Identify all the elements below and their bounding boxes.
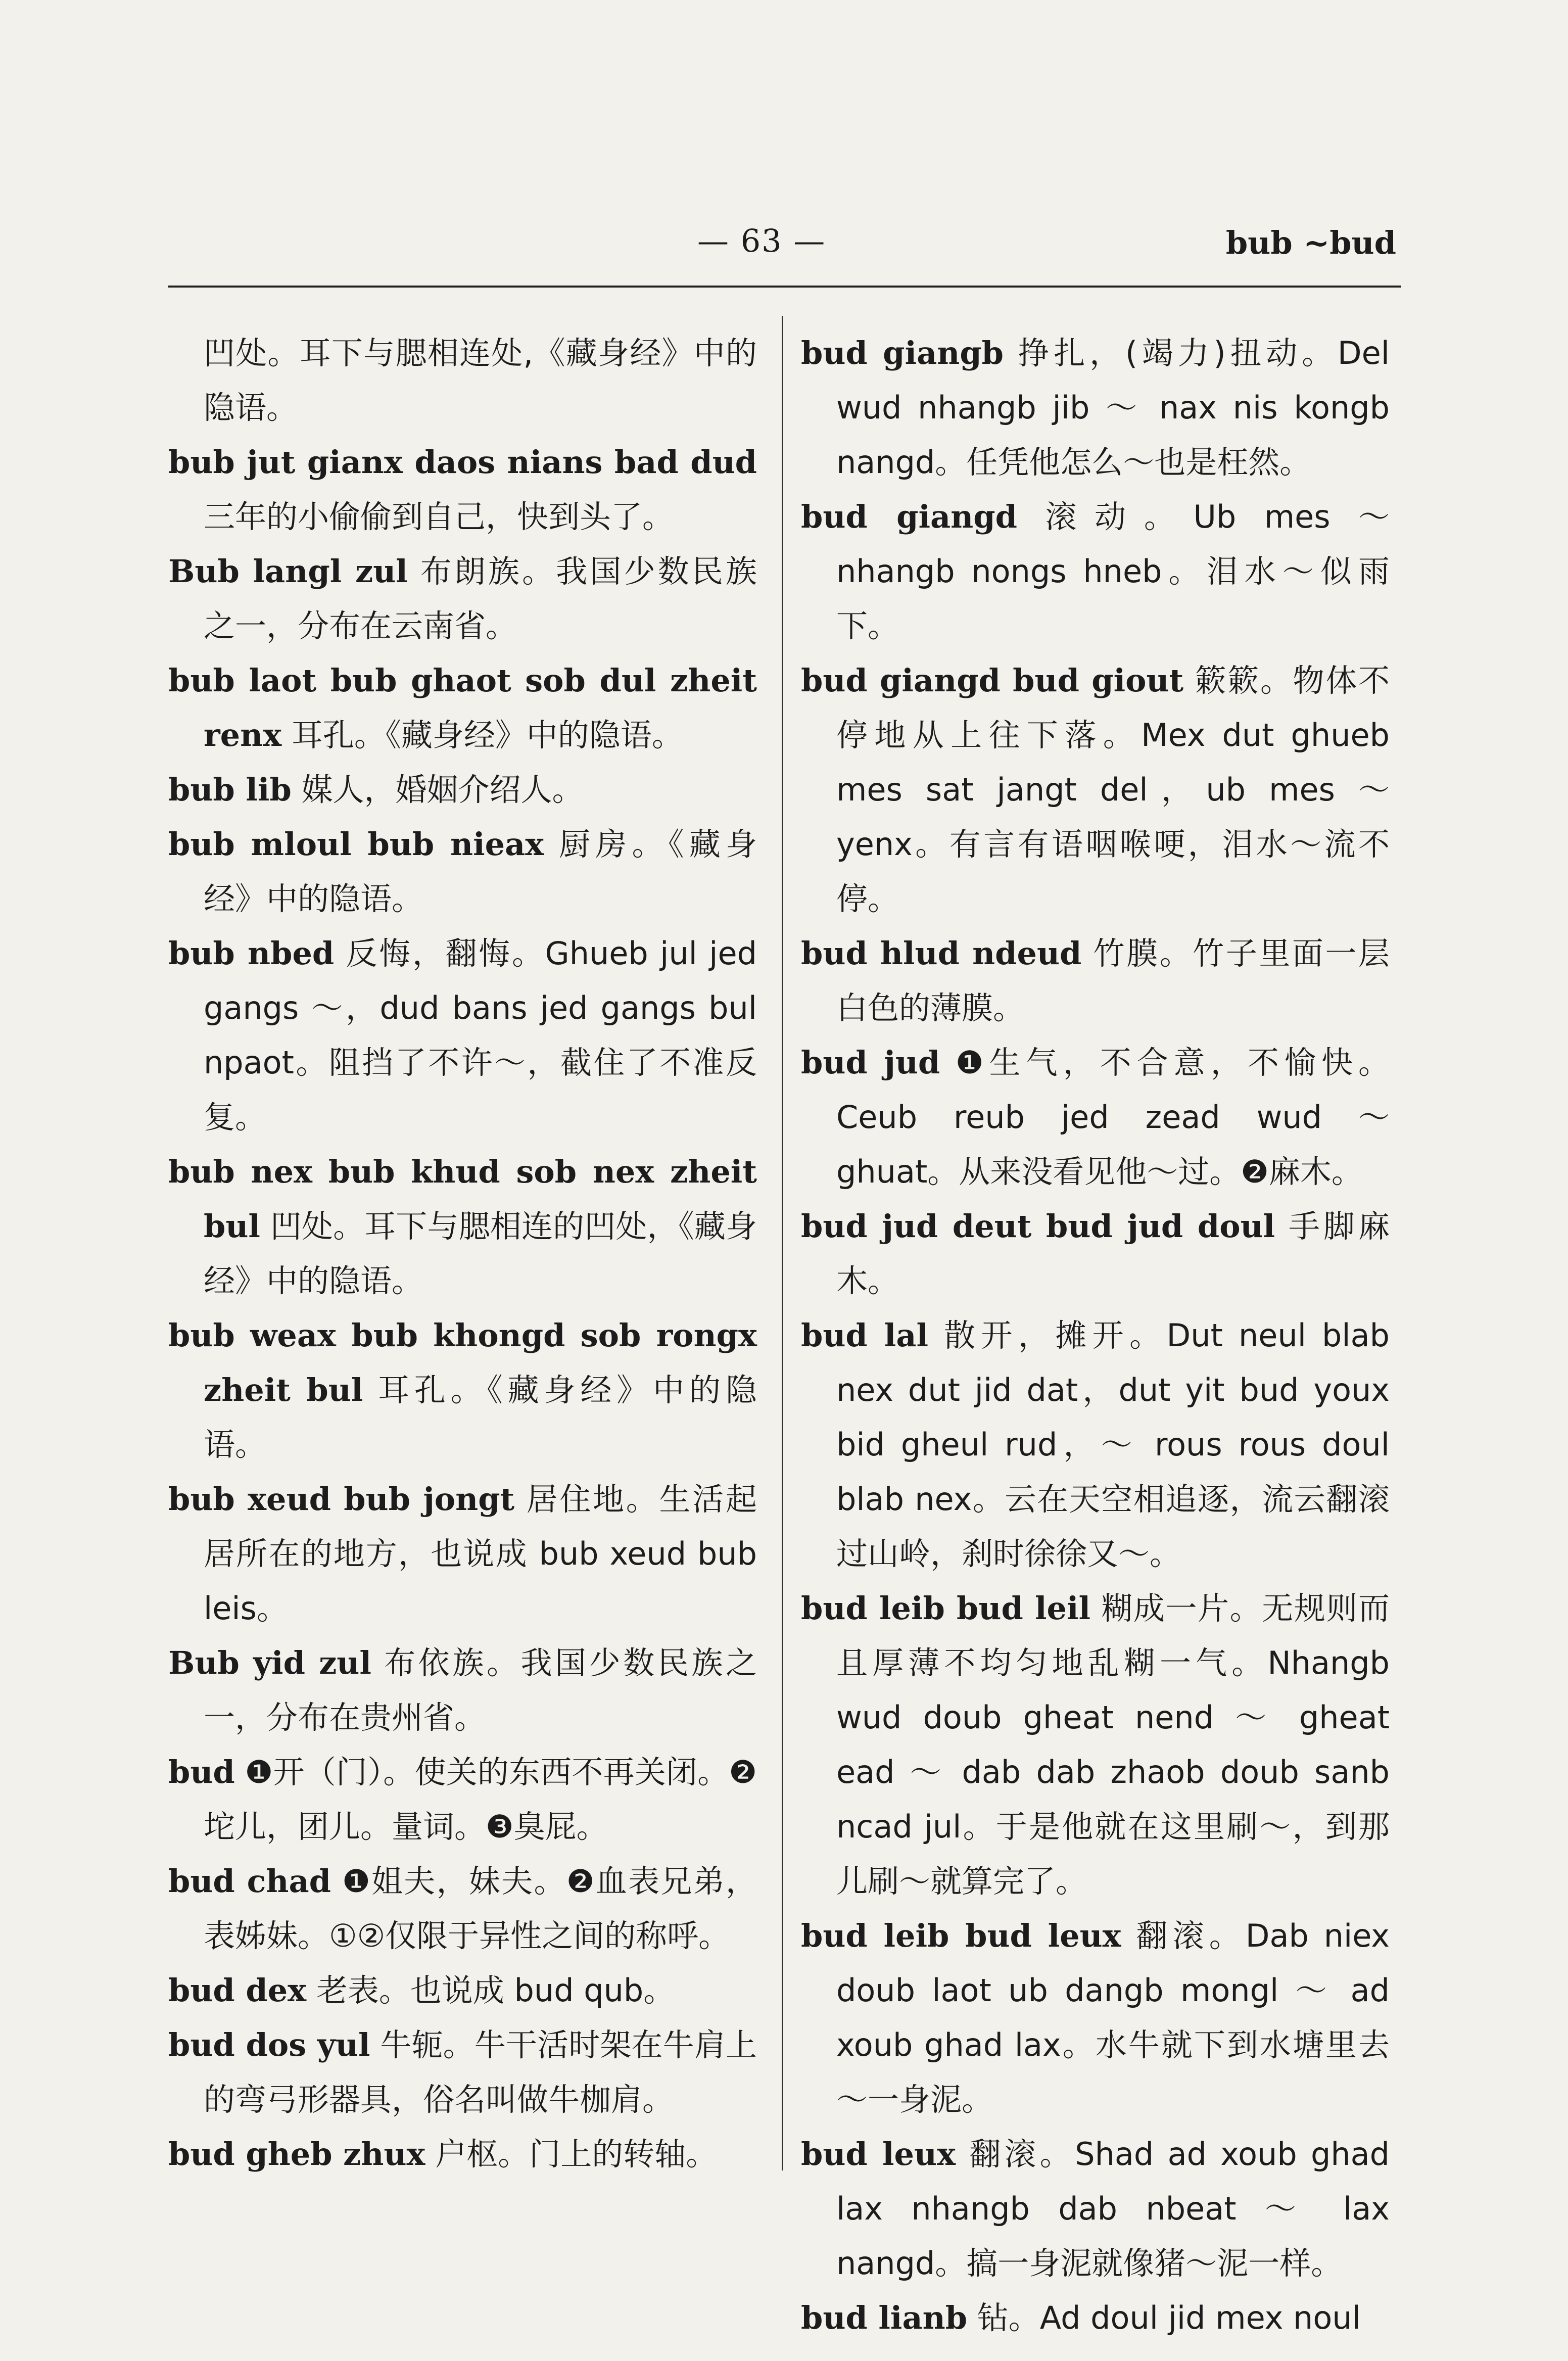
entry-definition: 翻滚。Dab niex doub laot ub dangb mongl ～ ad xoub ghad lax。水牛就下到水塘里去～一身泥。 [836, 1917, 1390, 2118]
entry-definition: 媒人，婚姻介绍人。 [291, 771, 584, 808]
header-rule [168, 286, 1401, 288]
entry-definition: 竹膜。竹子里面一层白色的薄膜。 [836, 935, 1390, 1026]
running-head: bub ~bud [1225, 224, 1396, 261]
dictionary-entry [168, 1308, 757, 1472]
entry-definition: 耳孔。《藏身经》中的隐语。 [281, 717, 683, 753]
dictionary-entry [168, 1636, 757, 1745]
page-number: — 63 — [697, 222, 826, 259]
entry-definition: 手脚麻木。 [836, 1208, 1390, 1299]
dictionary-entry [801, 1581, 1390, 1909]
entry-definition: 耳孔。《藏身经》中的隐语。 [204, 1372, 757, 1463]
entry-headword: bub nbed [168, 935, 335, 972]
dictionary-entry [801, 1308, 1390, 1581]
entry-definition: 簌簌。物体不停地从上往下落。Mex dut ghueb mes sat jangt del，ub mes ～ yenx。有言有语咽喉哽，泪水～流不停。 [836, 662, 1390, 917]
dictionary-entry [168, 926, 757, 1145]
entry-headword: bud lal [801, 1317, 929, 1354]
entry-headword: Bub langl zul [168, 553, 408, 590]
entry-headword: bud jud [801, 1044, 940, 1081]
entry-headword: bub laot bub ghaot sob dul zheit renx [168, 662, 757, 753]
entry-definition: 牛轭。牛干活时架在牛肩上的弯弓形器具，俗名叫做牛枷肩。 [204, 2026, 757, 2118]
entry-headword: bud jud deut bud jud doul [801, 1208, 1275, 1245]
entry-headword: bud dex [168, 1972, 307, 2009]
dictionary-entry [168, 1145, 757, 1308]
dictionary-entry [801, 1035, 1390, 1199]
dictionary-entry [801, 653, 1390, 926]
entry-definition: 反悔，翻悔。Ghueb jul jed gangs ～，dud bans jed gangs bul npaot。阻挡了不许～，截住了不准反复。 [204, 935, 757, 1136]
dictionary-entry [168, 653, 757, 763]
entry-definition: 滚动。Ub mes ～ nhangb nongs hneb。泪水～似雨下。 [836, 498, 1390, 644]
dictionary-entry [801, 1909, 1390, 2127]
dictionary-entry [168, 544, 757, 653]
dictionary-entry [168, 763, 757, 817]
dictionary-entry [801, 2127, 1390, 2291]
entry-headword: bub lib [168, 771, 292, 808]
entry-headword: bud chad [168, 1863, 331, 1900]
dictionary-entry [168, 1963, 757, 2018]
dictionary-entry [168, 817, 757, 926]
entry-headword: bud giangd [801, 498, 1017, 535]
entry-definition: 凹处。耳下与腮相连的凹处，《藏身经》中的隐语。 [204, 1208, 757, 1299]
entry-definition: ❶开（门）。使关的东西不再关闭。❷坨儿，团儿。量词。❸臭屁。 [204, 1754, 757, 1845]
dictionary-entry [801, 926, 1390, 1035]
entry-headword: bub xeud bub jongt [168, 1481, 515, 1518]
dictionary-entry [168, 1745, 757, 1854]
entry-definition: 凹处。耳下与腮相连处,《藏身经》中的隐语。 [204, 335, 757, 426]
dictionary-entry [801, 1199, 1390, 1308]
dictionary-entry [801, 2291, 1390, 2345]
entry-definition: 散开，摊开。Dut neul blab nex dut jid dat，dut yit bud youx bid gheul rud，～ rous rous doul blab nex。云在天空相追逐，流云翻滚过山岭，刹时徐徐又～。 [836, 1317, 1390, 1572]
entry-definition: 钻。Ad doul jid mex noul [967, 2299, 1361, 2336]
column-divider [782, 316, 783, 2170]
entry-headword: bub weax bub khongd sob rongx zheit bul [168, 1317, 757, 1408]
entry-definition: 三年的小偷偷到自己，快到头了。 [204, 498, 674, 535]
dictionary-entry [168, 1472, 757, 1636]
left-column [168, 326, 757, 2182]
dictionary-entry [168, 435, 757, 544]
entry-headword: bud leux [801, 2136, 956, 2173]
entry-definition: 翻滚。Shad ad xoub ghad lax nhangb dab nbeat ～ lax nangd。搞一身泥就像猪～泥一样。 [836, 2136, 1390, 2282]
entry-headword: bud giangd bud giout [801, 662, 1184, 699]
entry-definition: 挣扎，(竭力)扭动。Del wud nhangb jib ～ nax nis kongb nangd。任凭他怎么～也是枉然。 [836, 335, 1390, 481]
entry-definition: 布朗族。我国少数民族之一，分布在云南省。 [204, 553, 757, 644]
entry-headword: bud giangb [801, 335, 1004, 371]
entry-definition: ❶姐夫，妹夫。❷血表兄弟，表姊妹。①②仅限于异性之间的称呼。 [204, 1863, 757, 1954]
dictionary-entry [168, 326, 757, 435]
entry-definition: 糊成一片。无规则而且厚薄不均匀地乱糊一气。Nhangb wud doub gheat nend ～ gheat ead ～ dab dab zhaob doub sanb ncad jul。于是他就在这里刷～，到那儿刷～就算完了。 [836, 1590, 1390, 1900]
entry-headword: bub nex bub khud sob nex zheit bul [168, 1153, 757, 1245]
right-column [801, 326, 1390, 2345]
dictionary-entry [168, 2127, 757, 2182]
dictionary-entry [801, 490, 1390, 653]
entry-headword: bud [168, 1754, 235, 1790]
entry-headword: bud gheb zhux [168, 2136, 425, 2173]
entry-headword: bud lianb [801, 2299, 968, 2336]
entry-headword: Bub yid zul [168, 1644, 371, 1681]
entry-headword: bub mloul bub nieax [168, 826, 544, 863]
entry-headword: bud leib bud leil [801, 1590, 1091, 1627]
entry-definition: 厨房。《藏身经》中的隐语。 [204, 826, 757, 917]
dictionary-entry [168, 2018, 757, 2127]
entry-headword: bud dos yul [168, 2026, 370, 2063]
entry-headword: bub jut gianx daos nians bad dud [168, 444, 757, 481]
entry-headword: bud leib bud leux [801, 1917, 1121, 1954]
entry-definition: 居住地。生活起居所在的地方，也说成 bub xeud bub leis。 [204, 1481, 757, 1627]
entry-definition: 布依族。我国少数民族之一，分布在贵州省。 [204, 1644, 757, 1736]
dictionary-entry [168, 1854, 757, 1963]
entry-definition: 老表。也说成 bud qub。 [306, 1972, 675, 2009]
entry-headword: bud hlud ndeud [801, 935, 1082, 972]
entry-definition: 户枢。门上的转轴。 [425, 2136, 718, 2173]
entry-definition: ❶生气，不合意，不愉快。Ceub reub jed zead wud ～ ghuat。从来没看见他～过。❷麻木。 [836, 1044, 1390, 1190]
dictionary-entry [801, 326, 1390, 490]
